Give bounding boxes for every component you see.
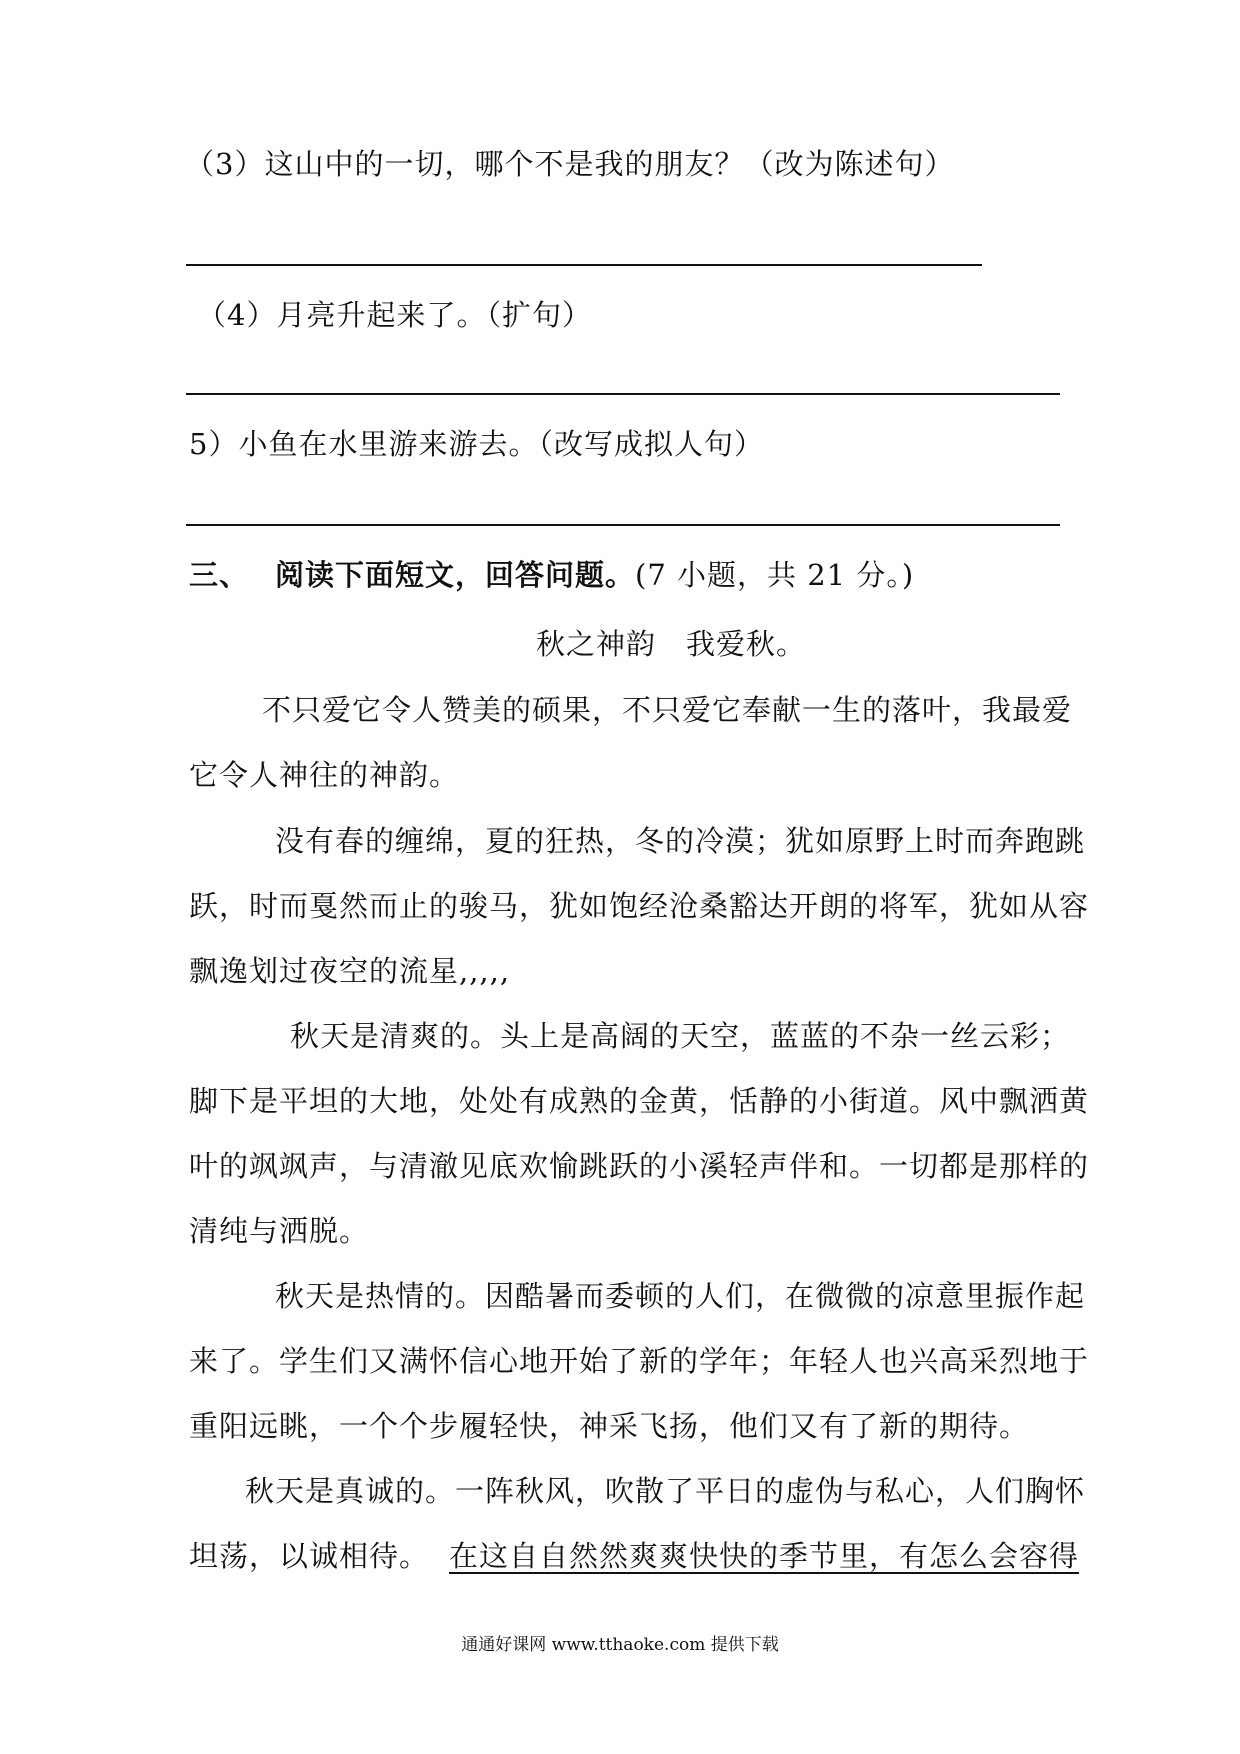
passage-line: 来了。学生们又满怀信心地开始了新的学年；年轻人也兴高采烈地于 bbox=[189, 1344, 1090, 1378]
passage-underlined-sentence: 在这自自然然爽爽快快的季节里，有怎么会容得 bbox=[449, 1539, 1080, 1573]
question-4: （4）月亮升起来了。（扩句） bbox=[197, 298, 592, 332]
answer-line-4 bbox=[186, 393, 1060, 395]
passage-title: 秋之神韵 我爱秋。 bbox=[536, 627, 807, 661]
passage-line: 跃，时而戛然而止的骏马，犹如饱经沧桑豁达开朗的将军，犹如从容 bbox=[189, 889, 1090, 923]
passage-line: 清纯与洒脱。 bbox=[189, 1214, 370, 1248]
question-3: （3）这山中的一切，哪个不是我的朋友？（改为陈述句） bbox=[185, 147, 955, 181]
page-footer: 通通好课网 www.tthaoke.com 提供下载 bbox=[461, 1635, 779, 1655]
passage-line: 叶的飒飒声，与清澈见底欢愉跳跃的小溪轻声伴和。一切都是那样的 bbox=[189, 1149, 1090, 1183]
section-3-heading bbox=[189, 557, 914, 593]
question-5: 5）小鱼在水里游来游去。（改写成拟人句） bbox=[189, 427, 764, 461]
section-instruction: 阅读下面短文，回答问题。 bbox=[275, 558, 636, 592]
answer-line-5 bbox=[186, 524, 1060, 526]
passage-line-last bbox=[189, 1538, 1079, 1574]
passage-line: 它令人神往的神韵。 bbox=[189, 758, 460, 792]
section-score-note: (7 小题，共 21 分。) bbox=[635, 558, 915, 592]
passage-line: 没有春的缠绵，夏的狂热，冬的冷漠；犹如原野上时而奔跑跳 bbox=[275, 824, 1086, 858]
passage-line: 重阳远眺，一个个步履轻快，神采飞扬，他们又有了新的期待。 bbox=[189, 1409, 1030, 1443]
passage-line: 秋天是真诚的。一阵秋风，吹散了平日的虚伪与私心，人们胸怀 bbox=[245, 1474, 1086, 1508]
passage-line: 不只爱它令人赞美的硕果，不只爱它奉献一生的落叶，我最爱 bbox=[262, 693, 1073, 727]
passage-line: 脚下是平坦的大地，处处有成熟的金黄，恬静的小街道。风中飘洒黄 bbox=[189, 1084, 1090, 1118]
passage-last-plain: 坦荡，以诚相待。 bbox=[189, 1539, 430, 1573]
section-number: 三、 bbox=[189, 558, 250, 592]
answer-line-3 bbox=[186, 264, 982, 266]
passage-line: 秋天是清爽的。头上是高阔的天空，蓝蓝的不杂一丝云彩； bbox=[290, 1019, 1071, 1053]
passage-line: 秋天是热情的。因酷暑而委顿的人们，在微微的凉意里振作起 bbox=[275, 1279, 1086, 1313]
passage-line: 飘逸划过夜空的流星,,,,, bbox=[189, 954, 511, 988]
